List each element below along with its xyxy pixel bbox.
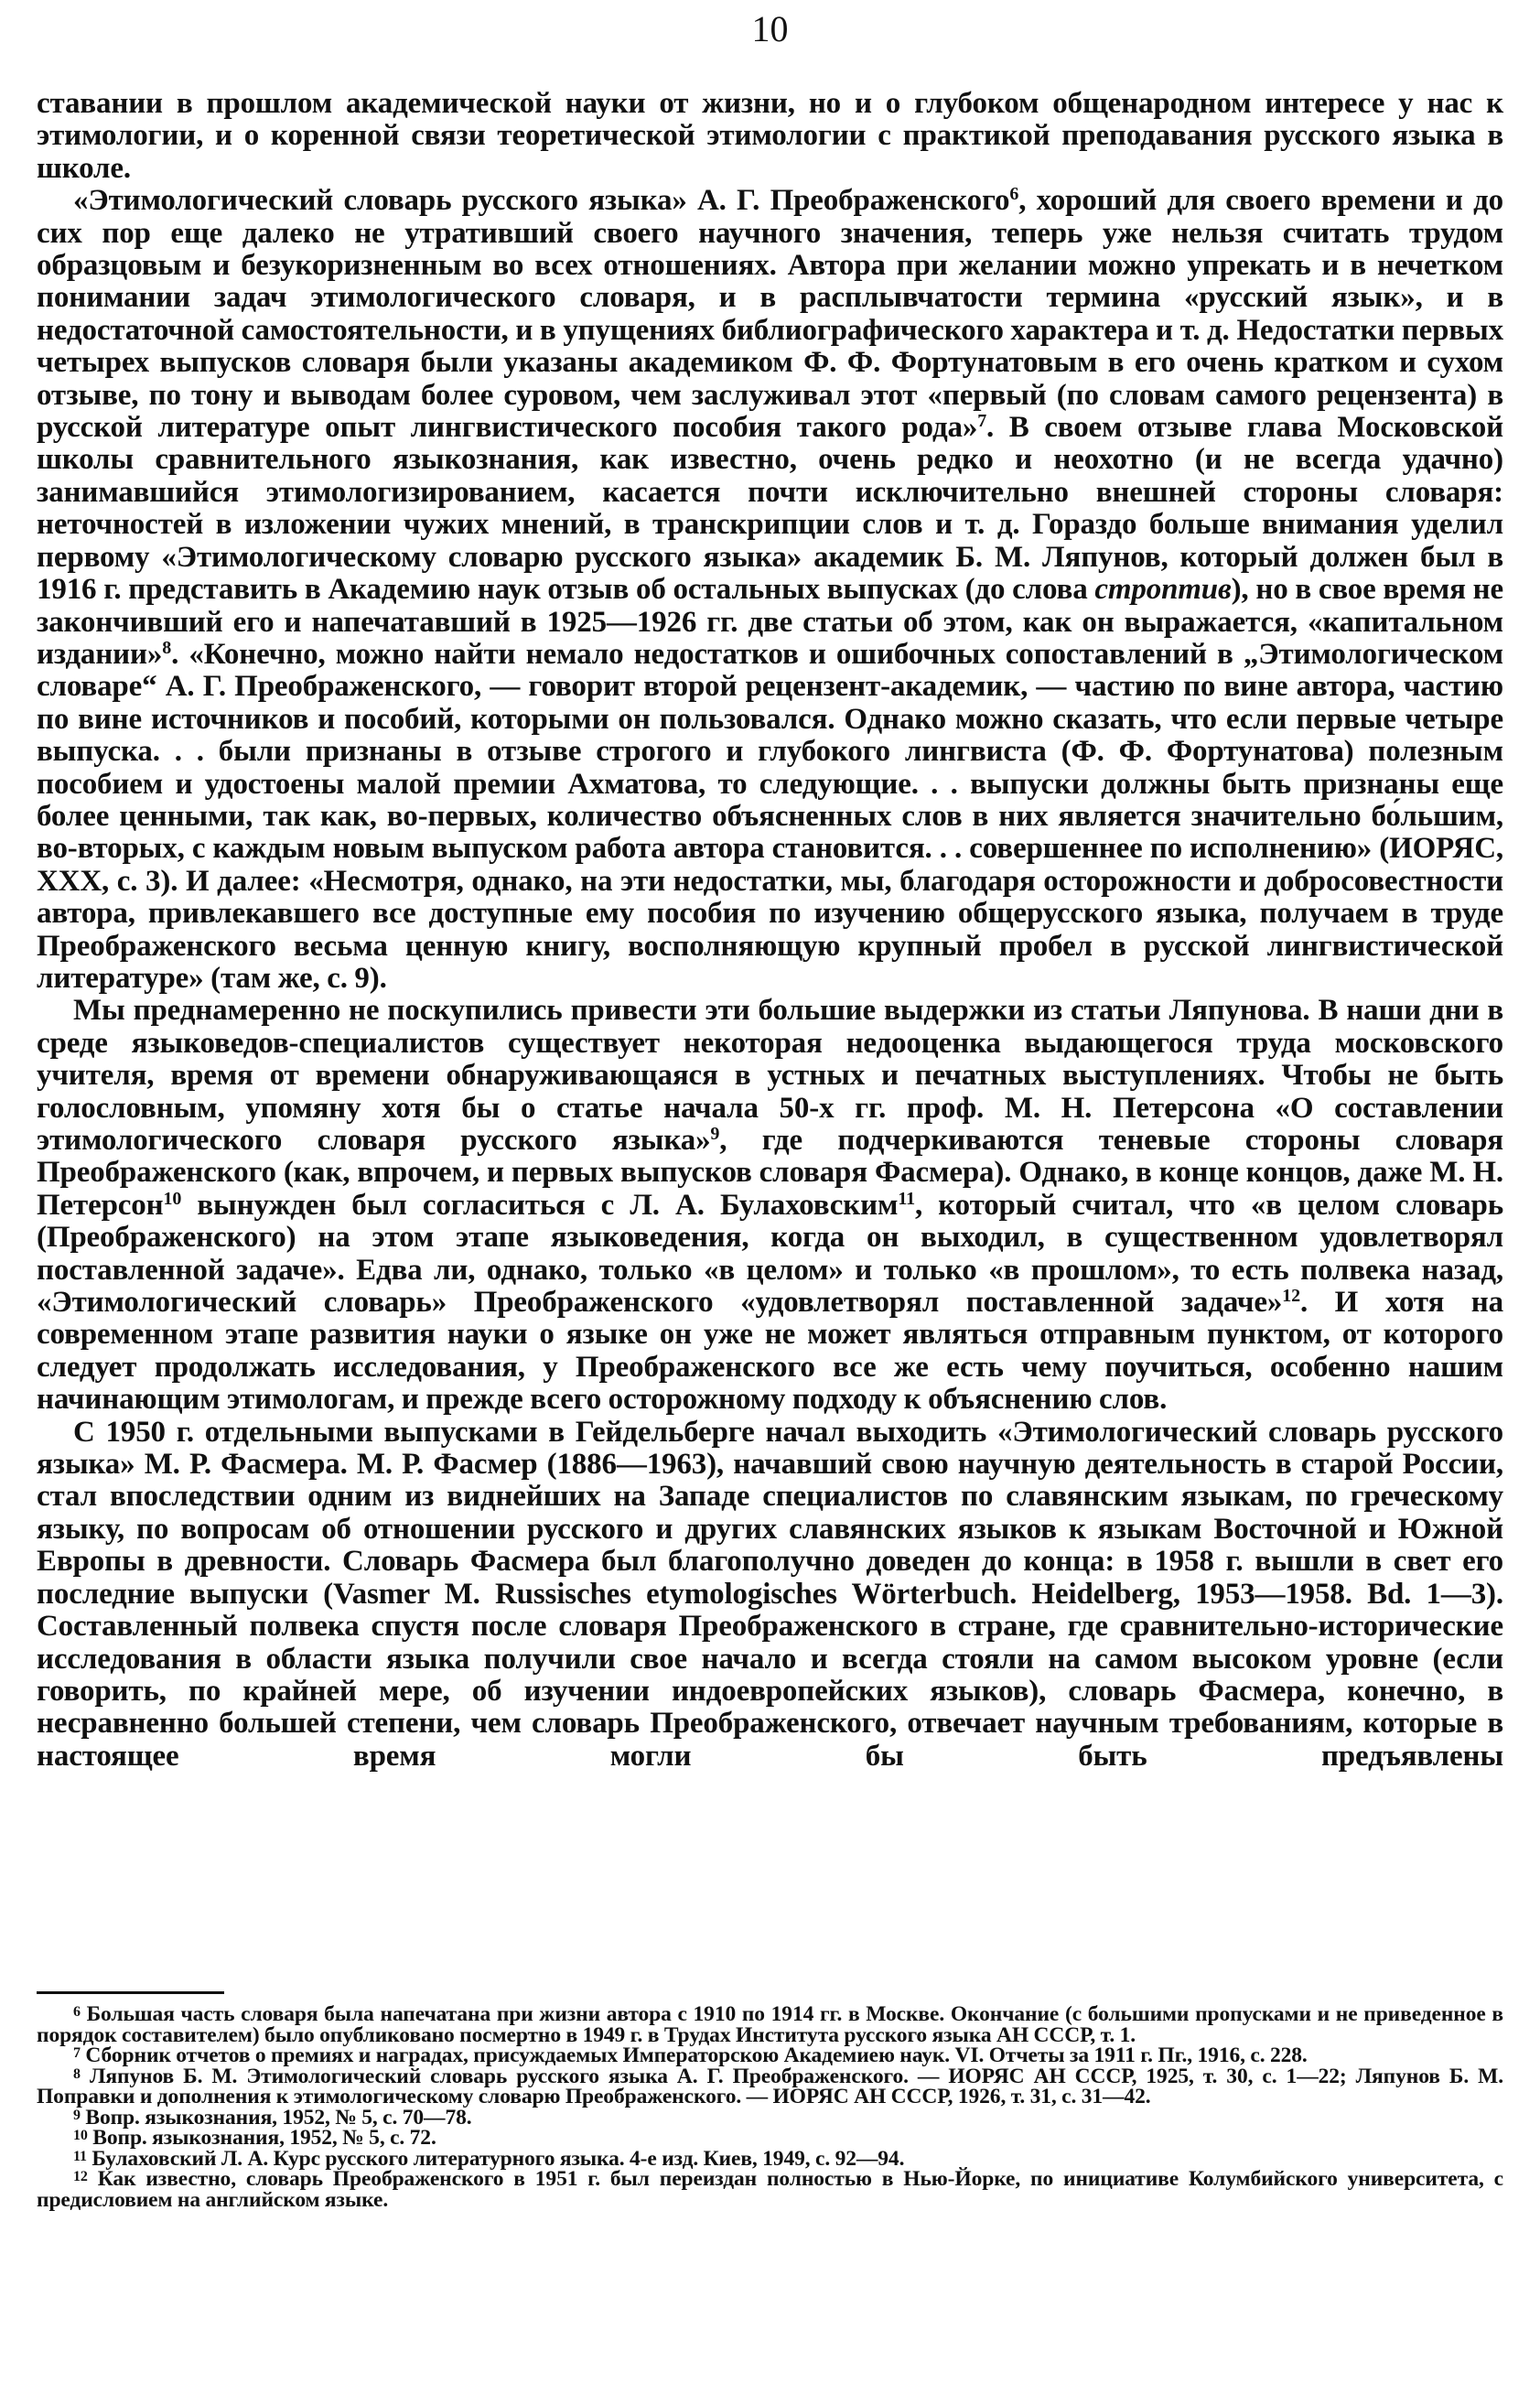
footnote-text: Сборник отчетов о премиях и наградах, присуждаемых Императорскою Академиею наук. VI. Отчеты за 1911 г. Пг., 1916, с. 228. — [80, 2043, 1308, 2067]
footnote-7 — [37, 2045, 1503, 2066]
footnote-ref-12[interactable]: 12 — [1282, 1286, 1300, 1307]
paragraph-1 — [37, 88, 1503, 185]
footnote-ref-10[interactable]: 10 — [163, 1188, 182, 1209]
footnote-mark: 10 — [73, 2128, 88, 2143]
footnote-text: Вопр. языкознания, 1952, № 5, с. 72. — [87, 2126, 436, 2150]
paragraph-2 — [37, 185, 1503, 995]
footnote-ref-9[interactable]: 9 — [710, 1124, 720, 1144]
footnote-ref-8[interactable]: 8 — [162, 637, 172, 658]
paragraph-3-part-5: . И хотя на современном этапе развития науки о языке он уже не может являться отправным пунктом, от которого следует продолжать исследования, у Преображенского все же есть чему поучиться, особенно нашим начинающим этимологам, и прежде всего осторожному подходу к объяснению слов. — [37, 1286, 1503, 1417]
footnote-mark: 9 — [73, 2107, 81, 2123]
footnote-text: Булаховский Л. А. Курс русского литературного языка. 4-е изд. Киев, 1949, с. 92—94. — [86, 2146, 905, 2171]
paragraph-2-part-5: . «Конечно, можно найти немало недостатков и ошибочных сопоставлений в „Этимологическом словаре“ А. Г. Преображенского, — говорит второй рецензент-академик, — частию по вине автора, частию по вине источников и пособий, которыми он пользовался. Однако можно сказать, что если первые четыре выпуска. . . были признаны в отзыве строгого и глубокого лингвиста (Ф. Ф. Фортунатова) полезным пособием и удостоены малой премии Ахматова, то следующие. . . выпуски должны быть признаны еще более ценными, так как, во-первых, количество объясненных слов в них является значительно бо́льшим, во-вторых, с каждым новым выпуском работа автора становится. . . совершеннее по исполнению» (ИОРЯС, XXX, с. 3). И далее: «Несмотря, однако, на эти недостатки, мы, благодаря осторожности и добросовестности автора, привлекавшего все доступные ему пособия по изучению общерусского языка, получаем в труде Преображенского весьма ценную книгу, восполняющую крупный пробел в русской лингвистической литературе» (там же, с. 9). — [37, 637, 1503, 995]
footnote-mark: 11 — [73, 2148, 87, 2164]
footnote-ref-11[interactable]: 11 — [898, 1188, 915, 1209]
footnote-8 — [37, 2066, 1503, 2108]
footnote-ref-6[interactable]: 6 — [1009, 184, 1019, 205]
footnote-text: Большая часть словаря была напечатана при жизни автора с 1910 по 1914 гг. в Москве. Окончание (с большими пропусками и не приведенное в порядок составителем) было опубликовано посмертно в 1949 г. в Трудах Института русского языка АН СССР, т. 1. — [37, 2002, 1503, 2047]
footnote-12 — [37, 2169, 1503, 2210]
italic-word-stroptiv: строптив — [1094, 573, 1232, 607]
paragraph-3-part-1: Мы преднамеренно не поскупились привести эти большие выдержки из статьи Ляпунова. В наши дни в среде языковедов-специалистов существует некоторая недооценка выдающегося труда московского учителя, время от времени обнаруживающаяся в устных и печатных выступлениях. Чтобы не быть голословным, упомяну хотя бы о статье начала 50-х гг. проф. М. Н. Петерсона «О составлении этимологического словаря русского языка» — [37, 994, 1503, 1157]
footnotes — [37, 2004, 1503, 2210]
paragraph-3-part-4: , который считал, что «в целом словарь (Преображенского) на этом этапе языковедения, когда он выходил, в существенном удовлетворял поставленной задаче». Едва ли, однако, только «в целом» и только «в прошлом», то есть полвека назад, «Этимологический словарь» Преображенского «удовлетворял поставленной задаче» — [37, 1188, 1504, 1320]
page-number: 10 — [751, 8, 789, 49]
footnote-text: Вопр. языкознания, 1952, № 5, с. 70—78. — [80, 2105, 472, 2130]
footnote-text: Как известно, словарь Преображенского в 1951 г. был переиздан полностью в Нью-Йорке, по инициативе Колумбийского университета, с предисловием на английском языке. — [37, 2167, 1503, 2212]
footnote-divider — [37, 1991, 224, 1994]
paragraph-3-part-2: , где подчеркиваются теневые стороны словаря Преображенского (как, впрочем, и первых выпусков словаря Фасмера). Однако, в конце концов, даже М. Н. Петерсон — [37, 1124, 1503, 1222]
footnote-mark: 8 — [73, 2065, 81, 2082]
paragraph-4-text: С 1950 г. отдельными выпусками в Гейдельберге начал выходить «Этимологический словарь русского языка» М. Р. Фасмера. М. Р. Фасмер (1886—1963), начавший свою научную деятельность в старой России, стал впоследствии одним из виднейших на Западе специалистов по славянским языкам, по греческому языку, по вопросам об отношении русского и других славянских языков к языкам Восточной и Южной Европы в древности. Словарь Фасмера был благополучно доведен до конца: в 1958 г. вышли в свет его последние выпуски (Vasmer M. Russisches etymologisches Wörterbuch. Heidelberg, 1953—1958. Bd. 1—3). Составленный полвека спустя после словаря Преображенского в стране, где сравнительно-исторические исследования в области языка получили свое начало и всегда стояли на самом высоком уровне (если говорить, по крайней мере, об изучении индоевропейских языков), словарь Фасмера, конечно, в несравненно большей степени, чем словарь Преображенского, отвечает научным требованиям, которые в настоящее время могли бы быть предъявлены — [37, 1415, 1503, 1773]
paragraph-1-text: ставании в прошлом академической науки от жизни, но и о глубоком общенародном интересе у нас к этимологии, и о коренной связи теоретической этимологии с практикой преподавания русского языка в школе. — [37, 87, 1503, 185]
paragraph-3-part-3: вынужден был согласиться с Л. А. Булаховским — [181, 1188, 899, 1222]
footnote-6 — [37, 2004, 1503, 2045]
footnote-ref-7[interactable]: 7 — [977, 411, 987, 432]
footnote-11 — [37, 2146, 1503, 2171]
paragraph-2-part-2: , хороший для своего времени и до сих пор еще далеко не утративший своего научного значения, теперь уже нельзя считать трудом образцовым и безукоризненным во всех отношениях. Автора при желании можно упрекать и в нечетком понимании задач этимологического словаря, и в расплывчатости термина «русский язык», и в недостаточной самостоятельности, и в упущениях библиографического характера и т. д. Недостатки первых четырех выпусков словаря были указаны академиком Ф. Ф. Фортунатовым в его очень кратком и сухом отзыве, по тону и выводам более суровом, чем заслуживал этот «первый (по словам самого рецензента) в русской литературе опыт лингвистического пособия такого рода» — [37, 184, 1503, 445]
footnote-10 — [37, 2128, 1503, 2149]
footnote-mark: 12 — [73, 2169, 88, 2184]
paragraph-4 — [37, 1417, 1503, 1773]
footnote-text: Ляпунов Б. М. Этимологический словарь русского языка А. Г. Преображенского. — ИОРЯС АН СССР, 1925, т. 30, с. 1—22; Ляпунов Б. М. Поправки и дополнения к этимологическому словарю Преображенского. — ИОРЯС АН СССР, 1926, т. 31, с. 31—42. — [37, 2064, 1503, 2108]
paragraph-3 — [37, 995, 1503, 1416]
footnote-mark: 6 — [73, 2004, 81, 2020]
paragraph-2-part-3: . В своем отзыве глава Московской школы сравнительного языкознания, как известно, очень редко и неохотно (и не всегда удачно) занимавшийся этимологизированием, касается почти исключительно внешней стороны словаря: неточностей в изложении чужих мнений, в транскрипции слов и т. д. Гораздо больше внимания уделил первому «Этимологическому словарю русского языка» академик Б. М. Ляпунов, который должен был в 1916 г. представить в Академию наук отзыв об остальных выпусках (до слова — [37, 411, 1503, 607]
paragraph-2-part-4: ), но в свое время не закончивший его и напечатавший в 1925—1926 гг. две статьи об этом, как он выражается, «капитальном издании» — [37, 573, 1503, 671]
footnote-9 — [37, 2105, 1503, 2130]
paragraph-2-part-1: «Этимологический словарь русского языка» А. Г. Преображенского — [73, 184, 1010, 218]
main-text — [37, 88, 1503, 1773]
footnote-mark: 7 — [73, 2045, 81, 2061]
